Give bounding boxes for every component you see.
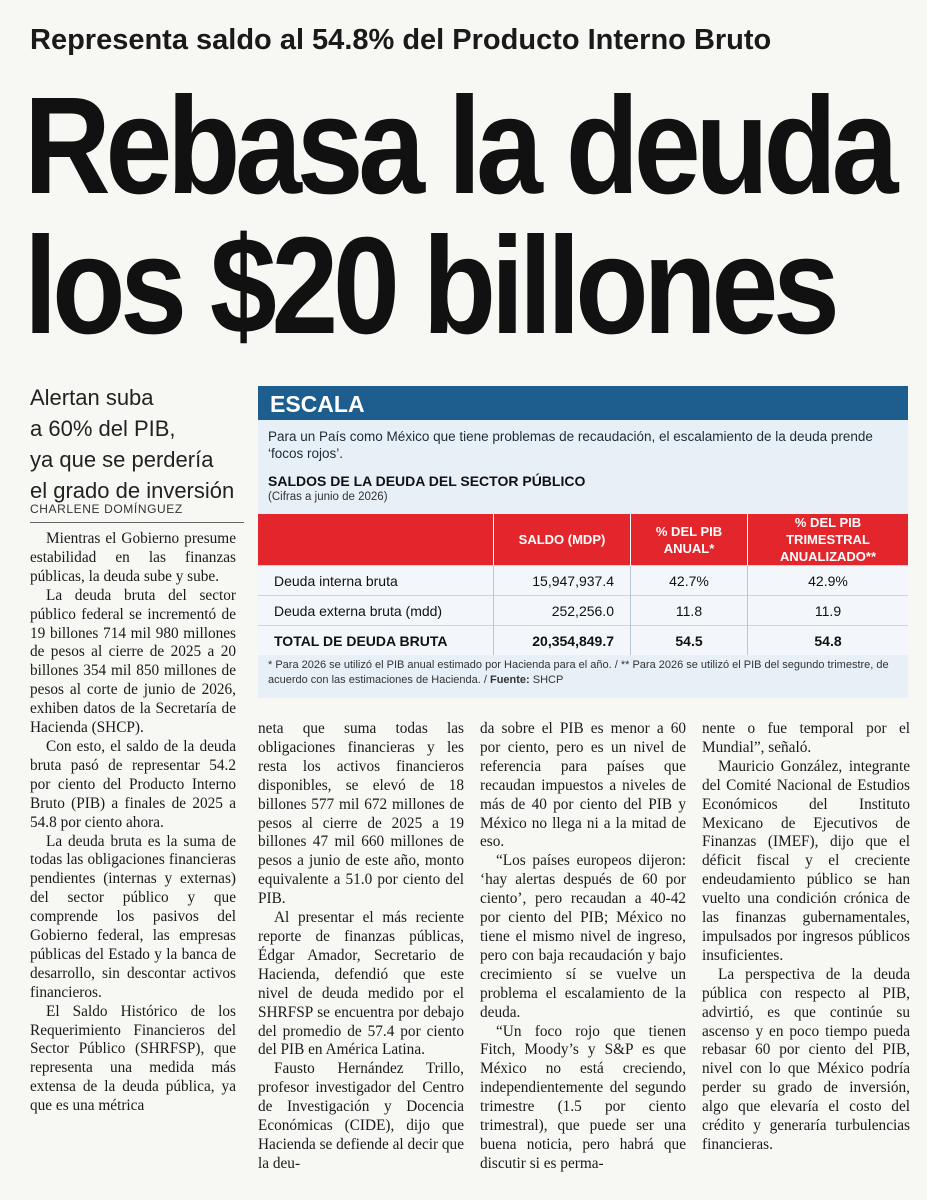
- subhead-line-3: ya que se perdería: [30, 447, 214, 472]
- paragraph: “Los países europeos dijeron: ‘hay alertas después de 60 por ciento’, pero recaudan a 40-42 por ciento del PIB; México no tiene el mismo nivel de ingreso, pero con baja recaudación y bajo crecimiento sí se vuelve un problema el escalamiento de la deuda.: [480, 852, 686, 1021]
- subhead-line-1: Alertan suba: [30, 385, 154, 410]
- table-row: [258, 566, 908, 596]
- table-header-saldo: SALDO (MDP): [494, 514, 631, 566]
- paragraph: Al presentar el más reciente reporte de finanzas públicas, Édgar Amador, Secretario de Hacienda, defendió que este nivel de deuda medido por el SHRFSP se encuentra por debajo del promedio de 57.4 por ciento del PIB en América Latina.: [258, 909, 464, 1059]
- paragraph: Fausto Hernández Trillo, profesor investigador del Centro de Investigación y Docencia Económicas (CIDE), dijo que Hacienda se defiende al decir que la deu-: [258, 1060, 464, 1172]
- row-trimestral: 42.9%: [748, 566, 909, 596]
- row-anual: 42.7%: [631, 566, 748, 596]
- table-title: SALDOS DE LA DEUDA DEL SECTOR PÚBLICO: [268, 473, 586, 489]
- article-column-2: [258, 720, 464, 1174]
- headline: [24, 69, 894, 363]
- sidebar-title: ESCALA: [258, 386, 908, 420]
- paragraph: da sobre el PIB es menor a 60 por ciento, pero es un nivel de referencia para países que recaudan impuestos a niveles de más de 40 por ciento del PIB y México no llega ni a la mitad de eso.: [480, 720, 686, 851]
- paragraph: Mientras el Gobierno presume estabilidad en las finanzas públicas, la deuda sube y sube.: [30, 530, 236, 585]
- article-column-1: [30, 530, 236, 1116]
- table-note: (Cifras a junio de 2026): [268, 491, 388, 503]
- paragraph: “Un foco rojo que tienen Fitch, Moody’s y S&P es que México no está creciendo, independientemente del segundo trimestre (1.5 por ciento trimestral), que puede ser una buena noticia, pero habrá que discutir si es perma-: [480, 1022, 686, 1172]
- subhead-line-4: el grado de inversión: [30, 478, 235, 503]
- footnote-text: * Para 2026 se utilizó el PIB anual estimado por Hacienda para el año. / ** Para 2026 se utilizó el PIB del segundo trimestre, de acuerdo con las estimaciones de Hacienda. /: [268, 659, 889, 686]
- row-anual: 11.8: [631, 596, 748, 626]
- byline-divider: [30, 522, 244, 523]
- row-label: TOTAL DE DEUDA BRUTA: [258, 626, 494, 656]
- headline-line-1: Rebasa la deuda: [24, 69, 894, 223]
- subhead-line-2: a 60% del PIB,: [30, 416, 176, 441]
- table-row: [258, 596, 908, 626]
- article-column-4: [702, 720, 910, 1155]
- paragraph: El Saldo Histórico de los Requerimiento Financieros del Sector Público (SHRFSP), que representa una medida más extensa de la deuda pública, ya que es una métrica: [30, 1002, 236, 1115]
- source-value: SHCP: [532, 674, 564, 686]
- table-header-row: [258, 514, 908, 566]
- debt-table: [258, 514, 908, 655]
- paragraph: La deuda bruta es la suma de todas las obligaciones financieras pendientes (internas y externas) del sector público y que comprende los pasivos del Gobierno federal, las empresas públicas del Estado y la banca de desarrollo, sin descontar activos financieros.: [30, 832, 236, 1001]
- paragraph: La perspectiva de la deuda pública con respecto al PIB, advirtió, es que continúe su ascenso y en poco tiempo pueda rebasar 60 por ciento del PIB, nivel con lo que México podría perder su grado de inversión, algo que elevaría el costo del crédito y generaría turbulencias financieras.: [702, 965, 910, 1153]
- row-saldo: 20,354,849.7: [494, 626, 631, 656]
- row-saldo: 15,947,937.4: [494, 566, 631, 596]
- table-header-blank: [258, 514, 494, 566]
- row-anual: 54.5: [631, 626, 748, 656]
- row-label: Deuda interna bruta: [258, 566, 494, 596]
- paragraph: Con esto, el saldo de la deuda bruta pasó de representar 54.2 por ciento del Producto Interno Bruto (PIB) a finales de 2025 a 54.8 por ciento ahora.: [30, 737, 236, 831]
- row-saldo: 252,256.0: [494, 596, 631, 626]
- subhead: [30, 382, 260, 506]
- row-trimestral: 11.9: [748, 596, 909, 626]
- kicker: Representa saldo al 54.8% del Producto Interno Bruto: [30, 24, 772, 56]
- headline-line-2: los $20 billones: [24, 209, 835, 363]
- table-header-trimestral: % DEL PIB TRIMESTRAL ANUALIZADO**: [748, 514, 909, 566]
- row-label: Deuda externa bruta (mdd): [258, 596, 494, 626]
- paragraph: La deuda bruta del sector público federal se incrementó de 19 billones 714 mil 980 millones de pesos al cierre de 2025 a 20 billones 354 mil 850 millones de pesos al corte de junio de 2026, exhiben datos de la Secretaría de Hacienda (SHCP).: [30, 586, 236, 737]
- sidebar-intro: Para un País como México que tiene problemas de recaudación, el escalamiento de la deuda prende ‘focos rojos’.: [268, 429, 873, 461]
- paragraph: neta que suma todas las obligaciones financieras y les resta los activos financieros disponibles, se elevó de 18 billones 577 mil 672 millones de pesos al cierre de 2025 a 19 billones 47 mil 660 millones de pesos a junio de este año, monto equivalente a 51.0 por ciento del PIB.: [258, 720, 464, 908]
- table-header-anual: % DEL PIB ANUAL*: [631, 514, 748, 566]
- paragraph: Mauricio González, integrante del Comité Nacional de Estudios Económicos del Instituto Mexicano de Ejecutivos de Finanzas (IMEF), dijo que el déficit fiscal y el creciente endeudamiento público se han vuelto una condición crónica de las finanzas gubernamentales, impulsados por ingresos públicos insuficientes.: [702, 757, 910, 964]
- row-trimestral: 54.8: [748, 626, 909, 656]
- table-footnote: [268, 658, 898, 688]
- article-column-3: [480, 720, 686, 1174]
- table-row-total: [258, 626, 908, 656]
- paragraph: nente o fue temporal por el Mundial”, señaló.: [702, 720, 910, 756]
- byline: CHARLENE DOMÍNGUEZ: [30, 502, 183, 516]
- source-label: Fuente:: [489, 674, 530, 686]
